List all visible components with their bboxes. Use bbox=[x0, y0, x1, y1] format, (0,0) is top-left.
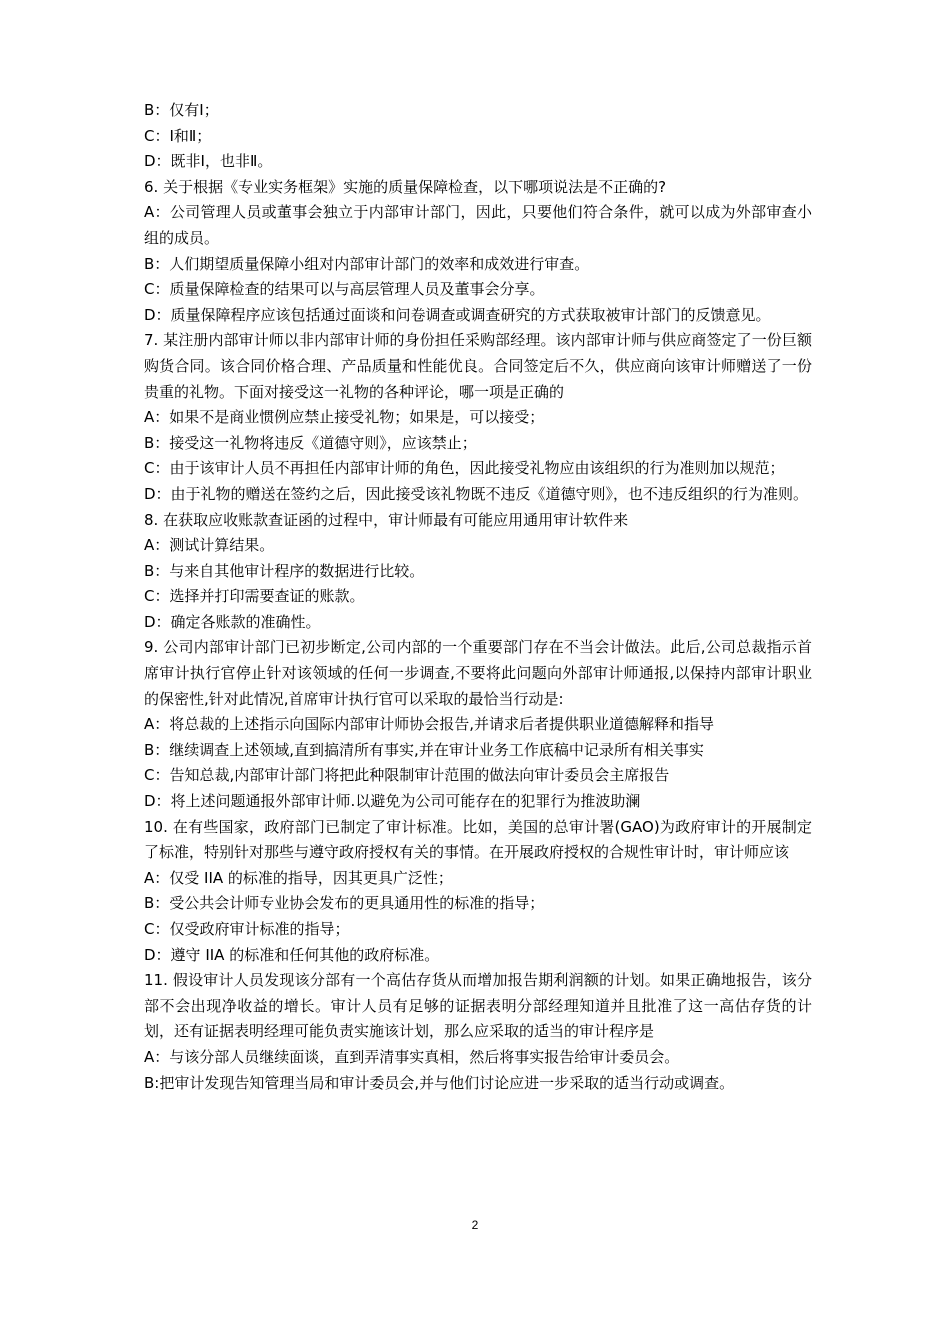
question-line: 9. 公司内部审计部门已初步断定,公司内部的一个重要部门存在不当会计做法。此后,公司总裁指示首席审计执行官停止针对该领域的任何一步调查,不要将此问题向外部审计师通报,以保持内部审计职业的保密性,针对此情况,首席审计执行官可以采取的最恰当行动是: bbox=[144, 638, 812, 708]
option-line: B:把审计发现告知管理当局和审计委员会,并与他们讨论应进一步采取的适当行动或调查。 bbox=[144, 1073, 735, 1092]
option-line: D：既非Ⅰ，也非Ⅱ。 bbox=[144, 152, 273, 171]
option-line: D：将上述问题通报外部审计师.以避免为公司可能存在的犯罪行为推波助澜 bbox=[144, 792, 641, 811]
option-line: B：继续调查上述领域,直到搞清所有事实,并在审计业务工作底稿中记录所有相关事实 bbox=[144, 740, 704, 759]
option-line: B：仅有Ⅰ； bbox=[144, 101, 219, 119]
option-line: B：人们期望质量保障小组对内部审计部门的效率和成效进行审查。 bbox=[144, 254, 590, 273]
option-line: C：仅受政府审计标准的指导； bbox=[144, 920, 350, 938]
option-line: A：公司管理人员或董事会独立于内部审计部门，因此，只要他们符合条件，就可以成为外部审查小组的成员。 bbox=[144, 203, 812, 247]
option-line: C：告知总裁,内部审计部门将把此种限制审计范围的做法向审计委员会主席报告 bbox=[144, 766, 670, 785]
question-line: 7. 某注册内部审计师以非内部审计师的身份担任采购部经理。该内部审计师与供应商签定了一份巨额购货合同。该合同价格合理、产品质量和性能优良。合同签定后不久，供应商向该审计师赠送了一份贵重的礼物。下面对接受这一礼物的各种评论，哪一项是正确的 bbox=[144, 331, 812, 401]
question-line: 6. 关于根据《专业实务框架》实施的质量保障检查，以下哪项说法是不正确的? bbox=[144, 177, 667, 196]
option-line: D：质量保障程序应该包括通过面谈和问卷调查或调查研究的方式获取被审计部门的反馈意见。 bbox=[144, 305, 771, 324]
option-line: D：确定各账款的准确性。 bbox=[144, 612, 321, 631]
question-line: 10. 在有些国家，政府部门已制定了审计标准。比如，美国的总审计署(GAO)为政府审计的开展制定了标准，特别针对那些与遵守政府授权有关的事情。在开展政府授权的合规性审计时，审计师应该 bbox=[144, 817, 812, 862]
option-line: B：与来自其他审计程序的数据进行比较。 bbox=[144, 561, 425, 580]
option-line: C：质量保障检查的结果可以与高层管理人员及董事会分享。 bbox=[144, 280, 545, 299]
option-line: A：仅受 IIA 的标准的指导，因其更具广泛性； bbox=[144, 868, 453, 887]
question-line: 8. 在获取应收账款查证函的过程中，审计师最有可能应用通用审计软件来 bbox=[144, 510, 629, 529]
option-line: D：由于礼物的赠送在签约之后，因此接受该礼物既不违反《道德守则》，也不违反组织的行为准则。 bbox=[144, 484, 809, 503]
document-body bbox=[144, 98, 812, 1096]
option-line: B：受公共会计师专业协会发布的更具通用性的标准的指导； bbox=[144, 894, 545, 913]
question-line: 11. 假设审计人员发现该分部有一个高估存货从而增加报告期利润额的计划。如果正确地报告，该分部不会出现净收益的增长。审计人员有足够的证据表明分部经理知道并且批准了这一高估存货的计划，还有证据表明经理可能负责实施该计划，那么应采取的适当的审计程序是 bbox=[144, 971, 812, 1041]
option-line: D：遵守 IIA 的标准和任何其他的政府标准。 bbox=[144, 945, 440, 964]
option-line: C：Ⅰ和Ⅱ； bbox=[144, 126, 212, 145]
option-line: C：选择并打印需要查证的账款。 bbox=[144, 587, 365, 606]
option-line: C：由于该审计人员不再担任内部审计师的角色，因此接受礼物应由该组织的行为准则加以规范； bbox=[144, 459, 785, 478]
option-line: A：与该分部人员继续面谈，直到弄清事实真相，然后将事实报告给审计委员会。 bbox=[144, 1047, 680, 1066]
option-line: A：将总裁的上述指示向国际内部审计师协会报告,并请求后者提供职业道德解释和指导 bbox=[144, 715, 715, 734]
option-line: B：接受这一礼物将违反《道德守则》，应该禁止； bbox=[144, 433, 477, 452]
page-number: 2 bbox=[471, 1218, 479, 1232]
option-line: A：测试计算结果。 bbox=[144, 536, 275, 555]
option-line: A：如果不是商业惯例应禁止接受礼物；如果是，可以接受； bbox=[144, 408, 545, 427]
